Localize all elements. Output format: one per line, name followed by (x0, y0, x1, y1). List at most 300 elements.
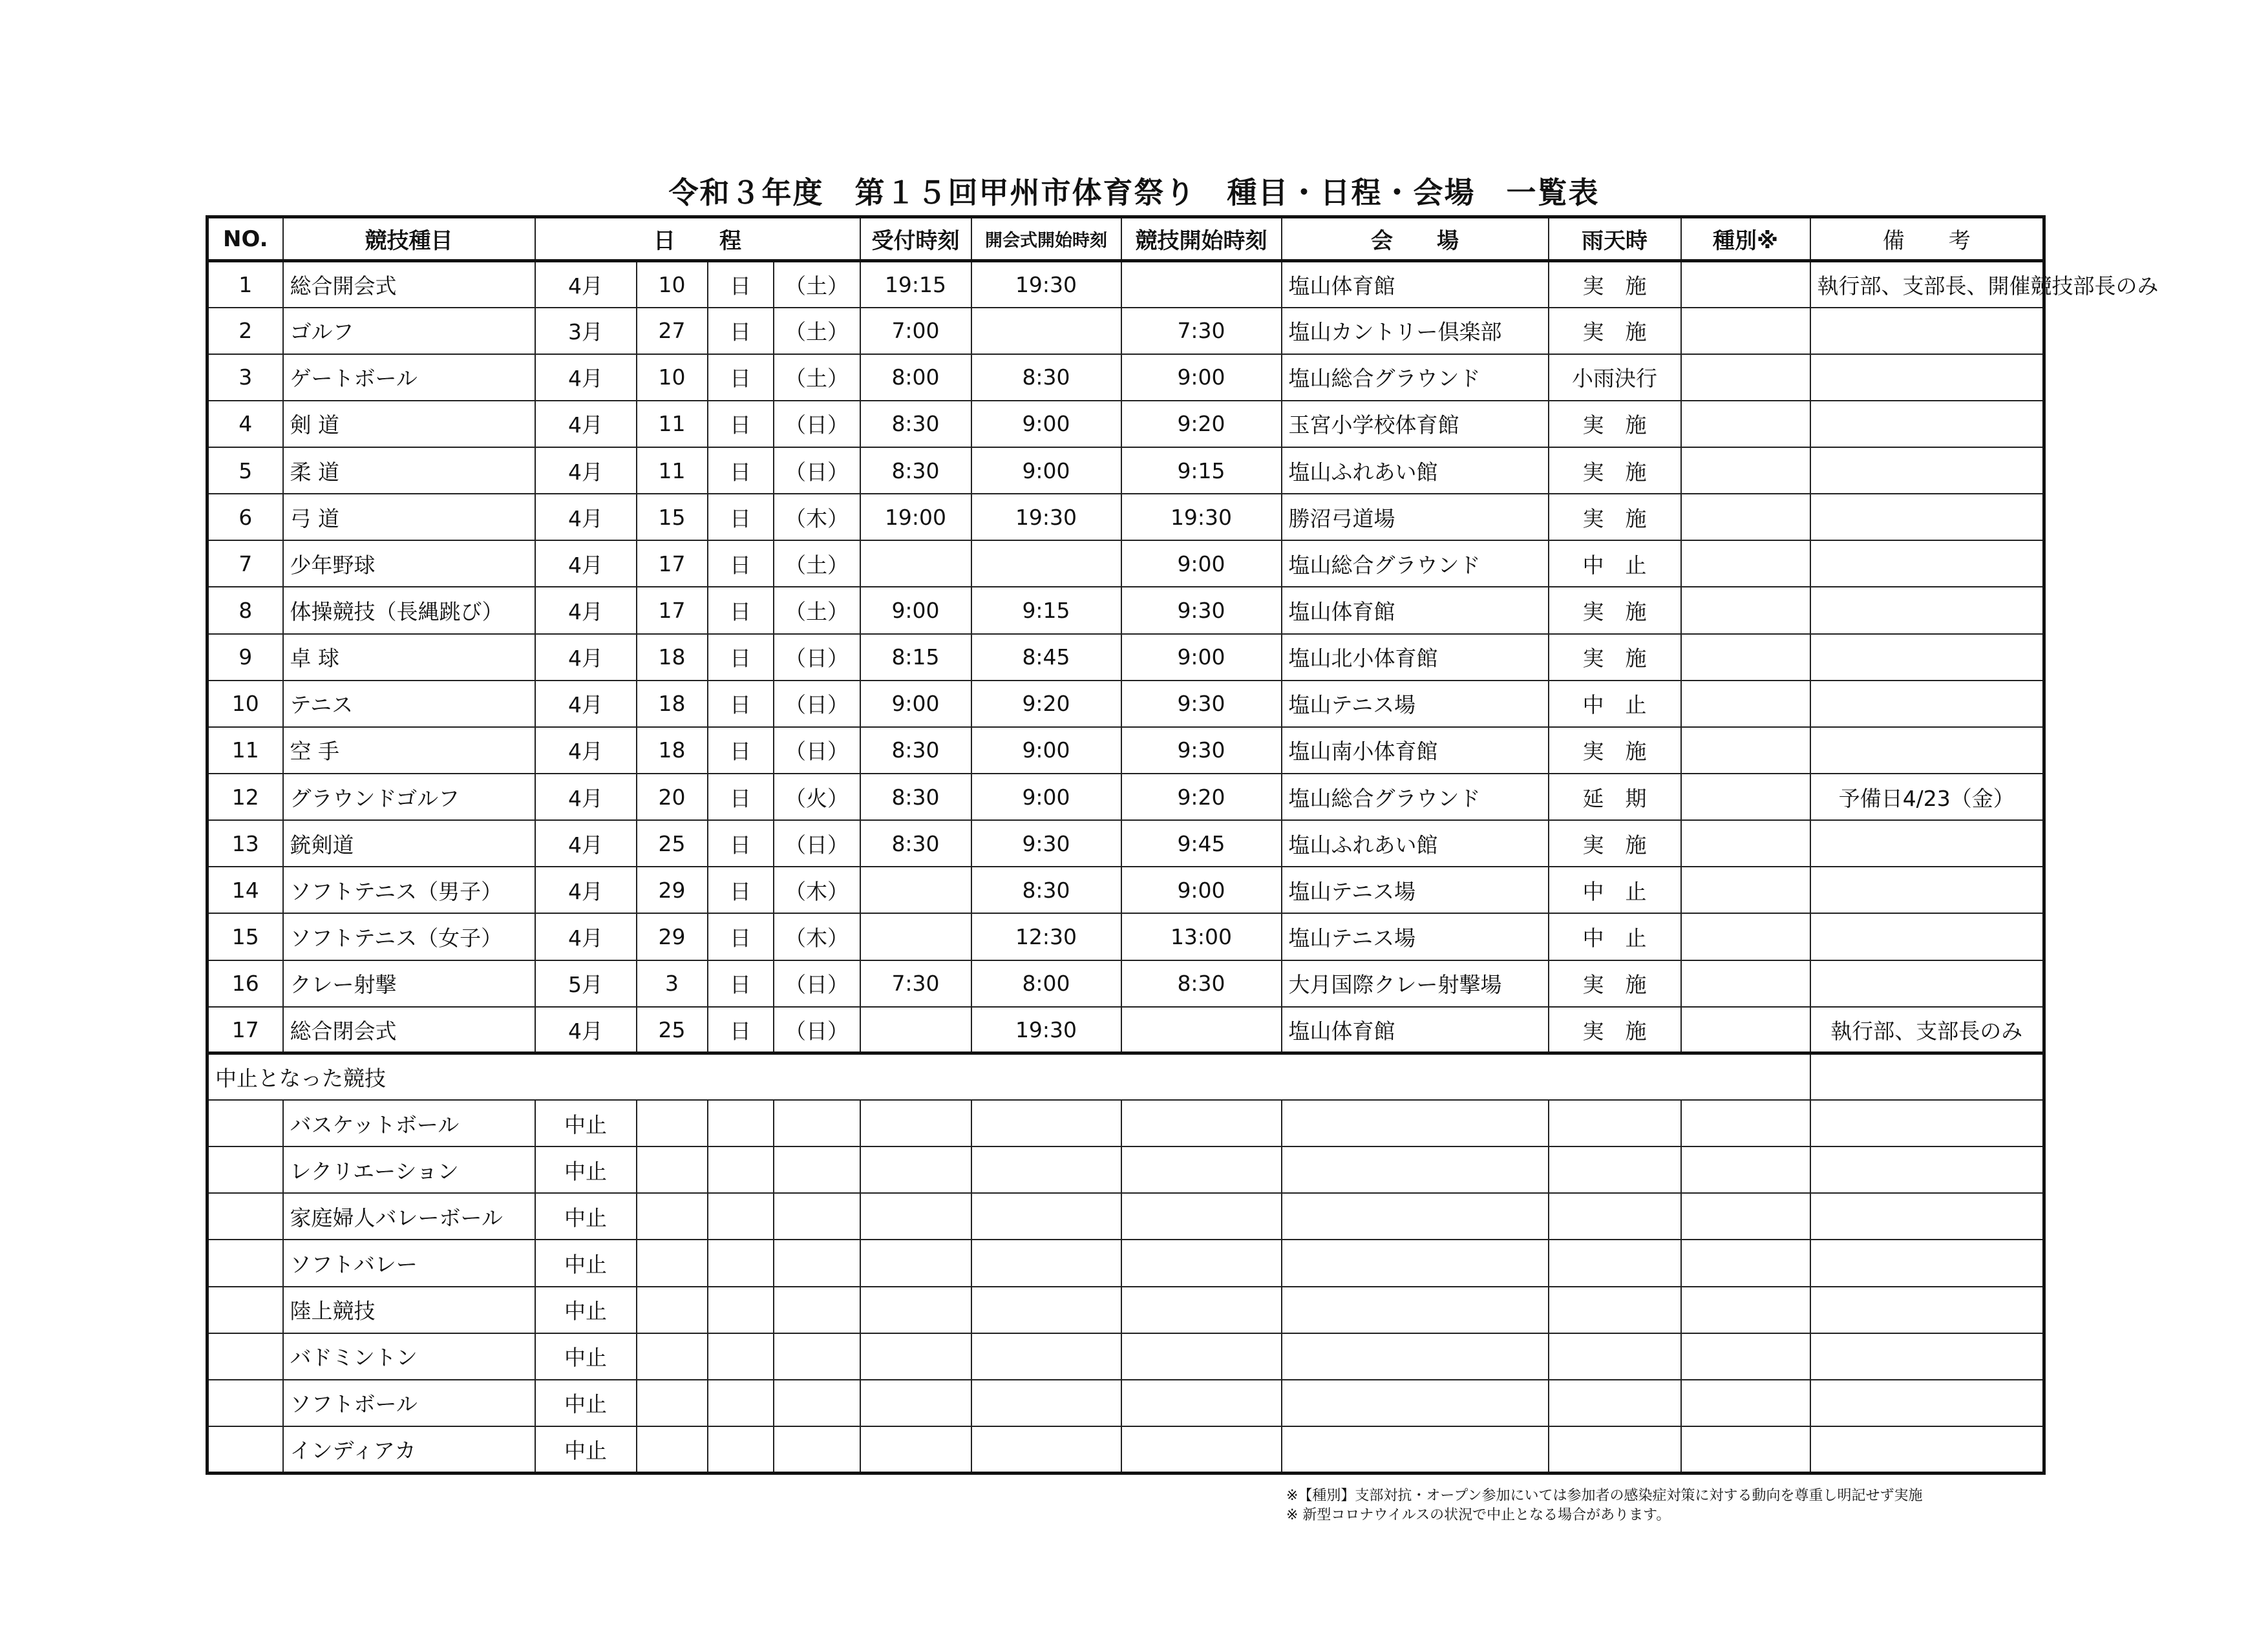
row-day: 10 (637, 261, 708, 308)
row-venue: 塩山テニス場 (1282, 913, 1549, 960)
row-type (1681, 634, 1810, 681)
cancelled-event: 家庭婦人バレーボール (283, 1193, 535, 1240)
row-type (1681, 308, 1810, 354)
cancelled-empty-cell (971, 1287, 1121, 1333)
row-start: 19:30 (1121, 494, 1282, 540)
cancelled-no (207, 1240, 283, 1286)
row-reception: 9:00 (860, 587, 971, 633)
row-no: 12 (207, 774, 283, 820)
row-day: 18 (637, 681, 708, 727)
table-row (207, 820, 2044, 867)
row-start: 9:30 (1121, 587, 1282, 633)
cancelled-empty-cell (637, 1146, 708, 1193)
table-row (207, 447, 2044, 494)
row-month: 4月 (535, 447, 637, 494)
cancelled-section-remarks (1810, 1053, 2044, 1100)
cancelled-empty-cell (860, 1100, 971, 1146)
row-start: 8:30 (1121, 960, 1282, 1007)
row-start: 9:00 (1121, 634, 1282, 681)
row-rain: 実 施 (1549, 960, 1681, 1007)
row-weekday: （日） (774, 727, 860, 774)
cancelled-empty-cell (1681, 1426, 1810, 1473)
row-day-unit: 日 (708, 261, 774, 308)
row-venue: 塩山テニス場 (1282, 681, 1549, 727)
header-rain: 雨天時 (1549, 217, 1681, 261)
row-rain: 中 止 (1549, 681, 1681, 727)
row-remarks: 執行部、支部長のみ (1810, 1007, 2044, 1053)
row-month: 4月 (535, 820, 637, 867)
row-weekday: （火） (774, 774, 860, 820)
row-day: 25 (637, 1007, 708, 1053)
table-row (207, 1007, 2044, 1053)
row-venue: 大月国際クレー射撃場 (1282, 960, 1549, 1007)
row-reception: 7:30 (860, 960, 971, 1007)
cancelled-empty-cell (860, 1287, 971, 1333)
row-month: 4月 (535, 774, 637, 820)
header-no: NO. (207, 217, 283, 261)
cancelled-no (207, 1287, 283, 1333)
row-reception: 8:30 (860, 820, 971, 867)
cancelled-empty-cell (1549, 1240, 1681, 1286)
header-remarks: 備 考 (1810, 217, 2044, 261)
cancelled-empty-cell (1549, 1193, 1681, 1240)
row-type (1681, 727, 1810, 774)
row-opening: 9:00 (971, 401, 1121, 447)
cancelled-empty-cell (1810, 1193, 2044, 1240)
row-opening: 19:30 (971, 1007, 1121, 1053)
footnotes (1286, 1486, 1922, 1525)
row-day-unit: 日 (708, 774, 774, 820)
row-rain: 小雨決行 (1549, 354, 1681, 401)
cancelled-status: 中止 (535, 1287, 637, 1333)
cancelled-status: 中止 (535, 1426, 637, 1473)
cancelled-empty-cell (971, 1380, 1121, 1426)
cancelled-empty-cell (1810, 1240, 2044, 1286)
schedule-table (206, 215, 2159, 1475)
row-day: 29 (637, 867, 708, 913)
row-venue: 玉宮小学校体育館 (1282, 401, 1549, 447)
row-month: 4月 (535, 867, 637, 913)
cancelled-row (207, 1193, 2044, 1240)
row-reception: 19:15 (860, 261, 971, 308)
row-remarks (1810, 820, 2044, 867)
cancelled-empty-cell (1282, 1146, 1549, 1193)
row-reception (860, 867, 971, 913)
row-venue: 塩山テニス場 (1282, 867, 1549, 913)
row-remarks (1810, 960, 2044, 1007)
cancelled-empty-cell (1121, 1193, 1282, 1240)
cancelled-empty-cell (1282, 1426, 1549, 1473)
row-weekday: （土） (774, 587, 860, 633)
header-event: 競技種目 (283, 217, 535, 261)
row-day: 25 (637, 820, 708, 867)
table-row (207, 261, 2044, 308)
row-no: 5 (207, 447, 283, 494)
row-type (1681, 587, 1810, 633)
row-opening: 8:00 (971, 960, 1121, 1007)
cancelled-empty-cell (774, 1146, 860, 1193)
cancelled-empty-cell (1282, 1380, 1549, 1426)
table-row (207, 587, 2044, 633)
row-rain: 実 施 (1549, 634, 1681, 681)
row-venue: 塩山南小体育館 (1282, 727, 1549, 774)
cancelled-section-row (207, 1053, 2044, 1100)
cancelled-empty-cell (774, 1287, 860, 1333)
cancelled-empty-cell (637, 1100, 708, 1146)
cancelled-event: インディアカ (283, 1426, 535, 1473)
cancelled-empty-cell (774, 1100, 860, 1146)
header-start: 競技開始時刻 (1121, 217, 1282, 261)
row-rain: 中 止 (1549, 867, 1681, 913)
row-month: 4月 (535, 1007, 637, 1053)
row-weekday: （土） (774, 354, 860, 401)
row-reception: 8:15 (860, 634, 971, 681)
cancelled-no (207, 1100, 283, 1146)
row-day-unit: 日 (708, 867, 774, 913)
page-title: 令和３年度 第１５回甲州市体育祭り 種目・日程・会場 一覧表 (668, 175, 1600, 210)
cancelled-event: バドミントン (283, 1333, 535, 1380)
row-start: 9:00 (1121, 354, 1282, 401)
row-event: 弓 道 (283, 494, 535, 540)
cancelled-empty-cell (860, 1333, 971, 1380)
row-reception: 8:30 (860, 447, 971, 494)
row-day: 29 (637, 913, 708, 960)
row-no: 4 (207, 401, 283, 447)
table-row (207, 308, 2044, 354)
row-weekday: （日） (774, 681, 860, 727)
row-event: ソフトテニス（男子） (283, 867, 535, 913)
table-row (207, 867, 2044, 913)
row-reception: 19:00 (860, 494, 971, 540)
cancelled-empty-cell (1810, 1426, 2044, 1473)
row-day-unit: 日 (708, 308, 774, 354)
cancelled-empty-cell (971, 1240, 1121, 1286)
row-venue: 勝沼弓道場 (1282, 494, 1549, 540)
row-month: 4月 (535, 494, 637, 540)
cancelled-event: ソフトボール (283, 1380, 535, 1426)
row-venue: 塩山ふれあい館 (1282, 820, 1549, 867)
row-remarks (1810, 494, 2044, 540)
row-rain: 実 施 (1549, 820, 1681, 867)
row-remarks: 執行部、支部長、開催競技部長のみ (1810, 261, 2044, 308)
row-opening: 19:30 (971, 494, 1121, 540)
row-event: グラウンドゴルフ (283, 774, 535, 820)
row-type (1681, 774, 1810, 820)
row-no: 16 (207, 960, 283, 1007)
row-event: 剣 道 (283, 401, 535, 447)
cancelled-empty-cell (1681, 1333, 1810, 1380)
row-rain: 実 施 (1549, 727, 1681, 774)
row-month: 4月 (535, 913, 637, 960)
row-opening: 9:15 (971, 587, 1121, 633)
cancelled-empty-cell (1681, 1193, 1810, 1240)
cancelled-empty-cell (860, 1193, 971, 1240)
row-rain: 中 止 (1549, 540, 1681, 587)
cancelled-empty-cell (1121, 1380, 1282, 1426)
cancelled-empty-cell (708, 1193, 774, 1240)
cancelled-status: 中止 (535, 1333, 637, 1380)
cancelled-status: 中止 (535, 1380, 637, 1426)
table-row (207, 634, 2044, 681)
row-reception (860, 1007, 971, 1053)
cancelled-empty-cell (1549, 1380, 1681, 1426)
cancelled-event: ソフトバレー (283, 1240, 535, 1286)
cancelled-no (207, 1333, 283, 1380)
row-event: 総合開会式 (283, 261, 535, 308)
row-month: 4月 (535, 727, 637, 774)
cancelled-empty-cell (860, 1426, 971, 1473)
row-no: 7 (207, 540, 283, 587)
cancelled-empty-cell (637, 1240, 708, 1286)
cancelled-section-label: 中止となった競技 (207, 1053, 1810, 1100)
row-weekday: （日） (774, 960, 860, 1007)
row-reception: 7:00 (860, 308, 971, 354)
row-remarks (1810, 354, 2044, 401)
table-row (207, 401, 2044, 447)
row-event: 体操競技（長縄跳び） (283, 587, 535, 633)
cancelled-empty-cell (708, 1380, 774, 1426)
row-month: 4月 (535, 681, 637, 727)
row-remarks (1810, 587, 2044, 633)
row-no: 8 (207, 587, 283, 633)
row-rain: 実 施 (1549, 587, 1681, 633)
row-month: 4月 (535, 634, 637, 681)
row-day: 27 (637, 308, 708, 354)
table-row (207, 681, 2044, 727)
row-venue: 塩山総合グラウンド (1282, 354, 1549, 401)
row-day: 18 (637, 634, 708, 681)
row-start (1121, 1007, 1282, 1053)
cancelled-empty-cell (1810, 1380, 2044, 1426)
row-event: 空 手 (283, 727, 535, 774)
row-weekday: （木） (774, 867, 860, 913)
row-venue: 塩山ふれあい館 (1282, 447, 1549, 494)
cancelled-row (207, 1287, 2044, 1333)
row-opening: 9:20 (971, 681, 1121, 727)
cancelled-empty-cell (774, 1426, 860, 1473)
table-row (207, 960, 2044, 1007)
cancelled-event: バスケットボール (283, 1100, 535, 1146)
header-schedule: 日 程 (535, 217, 860, 261)
row-rain: 実 施 (1549, 401, 1681, 447)
cancelled-empty-cell (1282, 1240, 1549, 1286)
row-remarks (1810, 867, 2044, 913)
row-type (1681, 540, 1810, 587)
row-start (1121, 261, 1282, 308)
row-no: 9 (207, 634, 283, 681)
row-start: 7:30 (1121, 308, 1282, 354)
cancelled-empty-cell (1681, 1146, 1810, 1193)
row-day: 11 (637, 401, 708, 447)
row-start: 9:00 (1121, 540, 1282, 587)
row-opening: 8:30 (971, 867, 1121, 913)
row-day-unit: 日 (708, 540, 774, 587)
row-opening: 9:30 (971, 820, 1121, 867)
cancelled-status: 中止 (535, 1240, 637, 1286)
cancelled-row (207, 1100, 2044, 1146)
row-rain: 実 施 (1549, 1007, 1681, 1053)
cancelled-empty-cell (1121, 1240, 1282, 1286)
row-day: 10 (637, 354, 708, 401)
cancelled-empty-cell (1121, 1100, 1282, 1146)
row-day-unit: 日 (708, 401, 774, 447)
cancelled-empty-cell (774, 1240, 860, 1286)
row-start: 9:00 (1121, 867, 1282, 913)
row-weekday: （日） (774, 447, 860, 494)
cancelled-empty-cell (1549, 1100, 1681, 1146)
row-venue: 塩山体育館 (1282, 587, 1549, 633)
row-day-unit: 日 (708, 681, 774, 727)
row-type (1681, 261, 1810, 308)
cancelled-no (207, 1146, 283, 1193)
row-venue: 塩山体育館 (1282, 1007, 1549, 1053)
row-venue: 塩山体育館 (1282, 261, 1549, 308)
cancelled-empty-cell (1810, 1333, 2044, 1380)
row-day: 11 (637, 447, 708, 494)
row-no: 17 (207, 1007, 283, 1053)
cancelled-empty-cell (1549, 1287, 1681, 1333)
row-type (1681, 354, 1810, 401)
header-venue: 会 場 (1282, 217, 1549, 261)
cancelled-empty-cell (1549, 1146, 1681, 1193)
cancelled-empty-cell (637, 1193, 708, 1240)
cancelled-no (207, 1426, 283, 1473)
cancelled-empty-cell (1681, 1380, 1810, 1426)
row-day-unit: 日 (708, 354, 774, 401)
row-no: 2 (207, 308, 283, 354)
header-row (207, 217, 2044, 261)
cancelled-empty-cell (1681, 1287, 1810, 1333)
cancelled-empty-cell (971, 1193, 1121, 1240)
cancelled-empty-cell (1549, 1333, 1681, 1380)
cancelled-row (207, 1240, 2044, 1286)
row-remarks (1810, 447, 2044, 494)
cancelled-empty-cell (708, 1287, 774, 1333)
row-reception: 8:30 (860, 774, 971, 820)
row-day: 15 (637, 494, 708, 540)
row-weekday: （土） (774, 261, 860, 308)
table-row (207, 913, 2044, 960)
row-rain: 実 施 (1549, 261, 1681, 308)
row-event: 銃剣道 (283, 820, 535, 867)
cancelled-empty-cell (1282, 1333, 1549, 1380)
cancelled-empty-cell (1810, 1146, 2044, 1193)
header-opening: 開会式開始時刻 (971, 217, 1121, 261)
row-event: 総合閉会式 (283, 1007, 535, 1053)
cancelled-row (207, 1426, 2044, 1473)
row-start: 9:15 (1121, 447, 1282, 494)
row-day-unit: 日 (708, 960, 774, 1007)
row-month: 5月 (535, 960, 637, 1007)
row-rain: 実 施 (1549, 447, 1681, 494)
row-month: 3月 (535, 308, 637, 354)
row-type (1681, 681, 1810, 727)
row-event: ゴルフ (283, 308, 535, 354)
row-day-unit: 日 (708, 913, 774, 960)
row-no: 14 (207, 867, 283, 913)
row-weekday: （日） (774, 634, 860, 681)
row-weekday: （日） (774, 401, 860, 447)
cancelled-row (207, 1380, 2044, 1426)
cancelled-empty-cell (708, 1333, 774, 1380)
row-start: 9:45 (1121, 820, 1282, 867)
row-reception: 8:30 (860, 401, 971, 447)
row-remarks (1810, 634, 2044, 681)
row-no: 13 (207, 820, 283, 867)
cancelled-no (207, 1193, 283, 1240)
row-weekday: （日） (774, 1007, 860, 1053)
row-venue: 塩山総合グラウンド (1282, 774, 1549, 820)
cancelled-empty-cell (1121, 1426, 1282, 1473)
row-day: 18 (637, 727, 708, 774)
cancelled-empty-cell (774, 1333, 860, 1380)
row-day: 3 (637, 960, 708, 1007)
row-reception: 8:00 (860, 354, 971, 401)
row-day: 17 (637, 587, 708, 633)
cancelled-empty-cell (774, 1193, 860, 1240)
cancelled-empty-cell (860, 1380, 971, 1426)
row-day-unit: 日 (708, 494, 774, 540)
cancelled-event: 陸上競技 (283, 1287, 535, 1333)
cancelled-status: 中止 (535, 1193, 637, 1240)
row-venue: 塩山北小体育館 (1282, 634, 1549, 681)
row-day-unit: 日 (708, 587, 774, 633)
cancelled-no (207, 1380, 283, 1426)
cancelled-row (207, 1333, 2044, 1380)
row-day: 17 (637, 540, 708, 587)
row-opening: 12:30 (971, 913, 1121, 960)
row-month: 4月 (535, 401, 637, 447)
cancelled-empty-cell (637, 1426, 708, 1473)
cancelled-empty-cell (1681, 1100, 1810, 1146)
row-no: 11 (207, 727, 283, 774)
row-month: 4月 (535, 261, 637, 308)
table-row (207, 727, 2044, 774)
row-start: 9:20 (1121, 774, 1282, 820)
row-no: 6 (207, 494, 283, 540)
row-type (1681, 1007, 1810, 1053)
row-day-unit: 日 (708, 1007, 774, 1053)
cancelled-empty-cell (708, 1100, 774, 1146)
cancelled-empty-cell (1282, 1193, 1549, 1240)
row-type (1681, 401, 1810, 447)
cancelled-empty-cell (860, 1240, 971, 1286)
footnote-covid: ※ 新型コロナウイルスの状況で中止となる場合があります。 (1286, 1507, 1671, 1523)
row-day: 20 (637, 774, 708, 820)
cancelled-empty-cell (971, 1333, 1121, 1380)
cancelled-empty-cell (1121, 1333, 1282, 1380)
row-rain: 実 施 (1549, 494, 1681, 540)
row-rain: 中 止 (1549, 913, 1681, 960)
cancelled-empty-cell (637, 1380, 708, 1426)
cancelled-empty-cell (774, 1380, 860, 1426)
row-opening (971, 540, 1121, 587)
row-reception (860, 540, 971, 587)
row-type (1681, 960, 1810, 1007)
row-type (1681, 820, 1810, 867)
cancelled-empty-cell (1121, 1287, 1282, 1333)
header-type: 種別※ (1681, 217, 1810, 261)
cancelled-empty-cell (971, 1100, 1121, 1146)
row-remarks (1810, 681, 2044, 727)
row-month: 4月 (535, 540, 637, 587)
row-opening: 9:00 (971, 727, 1121, 774)
cancelled-empty-cell (860, 1146, 971, 1193)
row-start: 9:30 (1121, 681, 1282, 727)
footnote-type: ※【種別】支部対抗・オープン参加にいては参加者の感染症対策に対する動向を尊重し明記せず実施 (1286, 1488, 1923, 1504)
row-venue: 塩山総合グラウンド (1282, 540, 1549, 587)
row-weekday: （土） (774, 540, 860, 587)
